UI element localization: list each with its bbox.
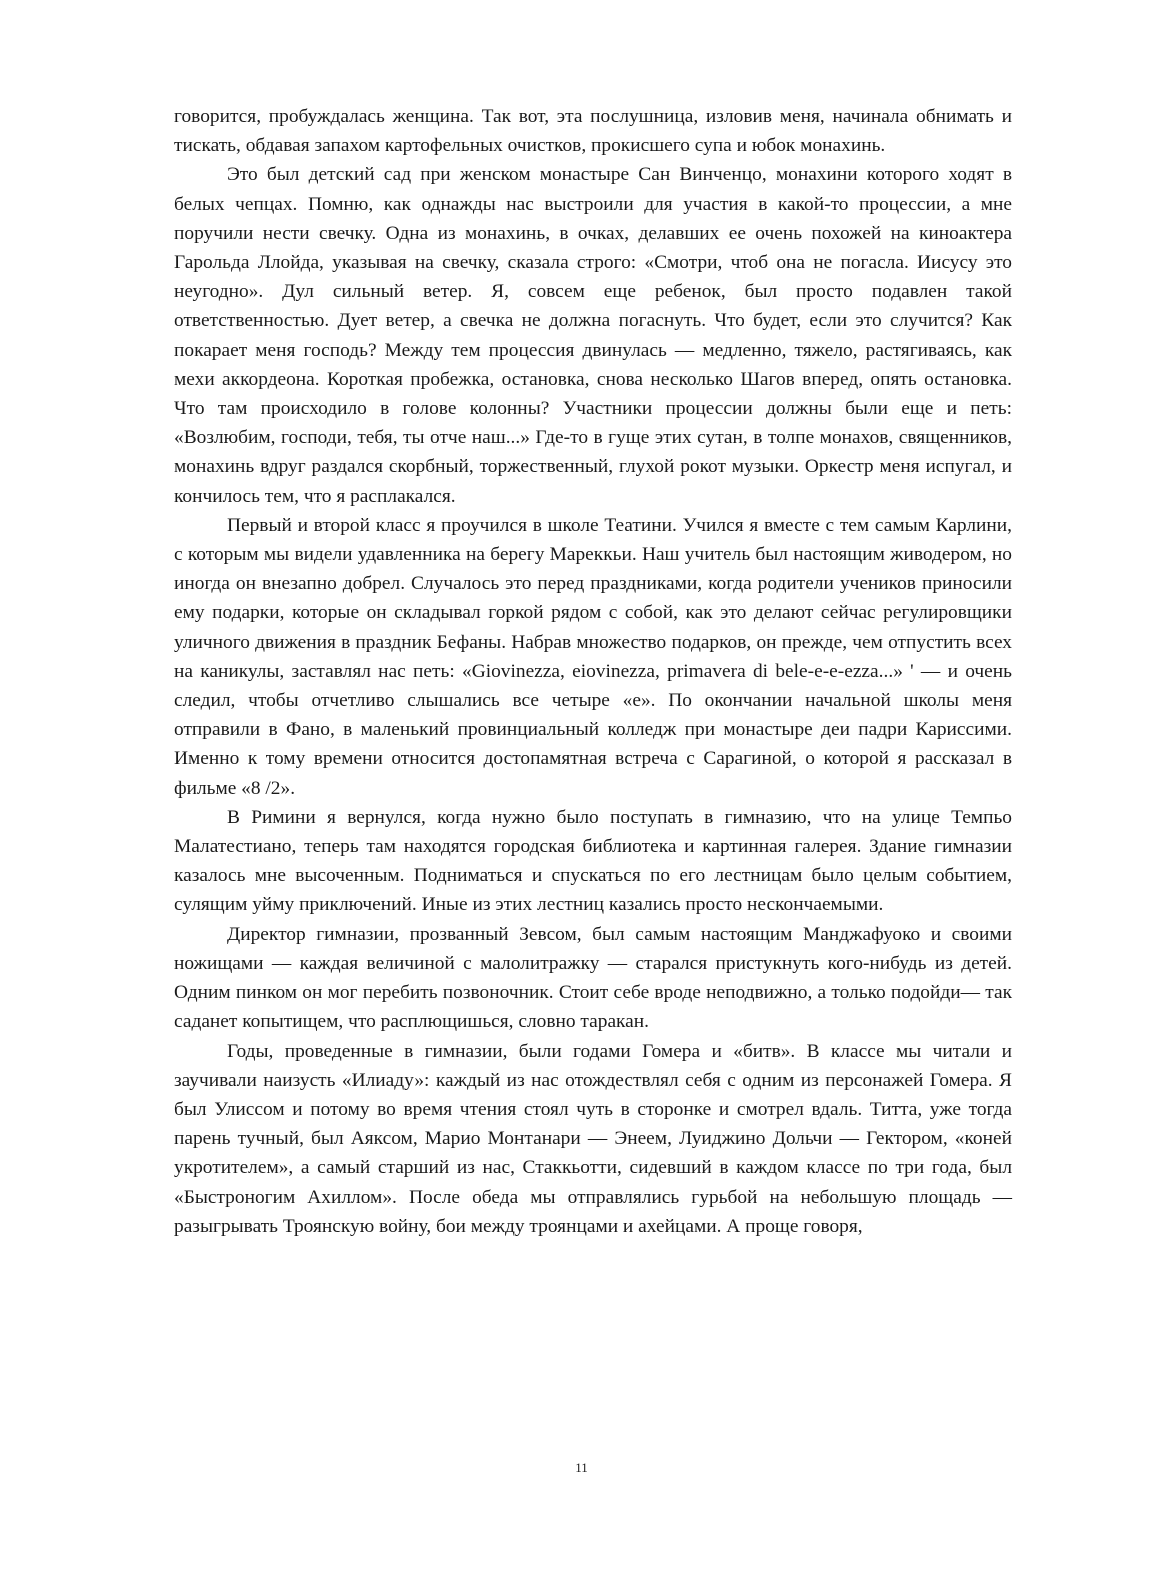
page-number: 11: [575, 1460, 588, 1475]
paragraph: Это был детский сад при женском монастыре Сан Винченцо, монахини которого ходят в белых чепцах. Помню, как однажды нас выстроили для участия в какой-то процессии, а мне поручили нести свечку. Одна из монахинь, в очках, делавших ее очень похожей на киноактера Гарольда Ллойда, указывая на свечку, сказала строго: «Смотри, чтоб она не погасла. Иисусу это неугодно». Дул сильный ветер. Я, совсем еще ребенок, был просто подавлен такой ответственностью. Дует ветер, а свечка не должна погаснуть. Что будет, если это случится? Как покарает меня господь? Между тем процессия двинулась — медленно, тяжело, растягиваясь, как мехи аккордеона. Короткая пробежка, остановка, снова несколько Шагов вперед, опять остановка. Что там происходило в голове колонны? Участники процессии должны были еще и петь: «Возлюбим, господи, тебя, ты отче наш...» Где-то в гуще этих сутан, в толпе монахов, священников, монахинь вдруг раздался скорбный, торжественный, глухой рокот музыки. Оркестр меня испугал, и кончилось тем, что я расплакался.: [174, 164, 1012, 507]
paragraph: говорится, пробуждалась женщина. Так вот, эта послушница, изловив меня, начинала обнимать и тискать, обдавая запахом картофельных очистков, прокисшего супа и юбок монахинь.: [174, 106, 1012, 157]
paragraph: Первый и второй класс я проучился в школе Театини. Учился я вместе с тем самым Карлини, с которым мы видели удавленника на берегу Мареккьи. Наш учитель был настоящим живодером, но иногда он внезапно добрел. Случалось это перед праздниками, когда родители учеников приносили ему подарки, которые он складывал горкой рядом с собой, как это делают сейчас регулировщики уличного движения в праздник Бефаны. Набрав множество подарков, он прежде, чем отпустить всех на каникулы, заставлял нас петь: «Giovinezza, eiovinezza, primavera di bele-e-e-ezza...» ' — и очень следил, чтобы отчетливо слышались все четыре «е». По окончании начальной школы меня отправили в Фано, в маленький провинциальный колледж при монастыре деи падри Кариссими. Именно к тому времени относится достопамятная встреча с Сарагиной, о которой я рассказал в фильме «8 /2».: [174, 514, 1012, 799]
paragraph: Директор гимназии, прозванный Зевсом, был самым настоящим Манджафуоко и своими ножищами — каждая величиной с малолитражку — старался пристукнуть кого-нибудь из детей. Одним пинком он мог перебить позвоночник. Стоит себе вроде неподвижно, а только подойди— так саданет копытищем, что расплющишься, словно таракан.: [174, 923, 1012, 1033]
page-body: [174, 102, 1012, 1241]
paragraph: Годы, проведенные в гимназии, были годами Гомера и «битв». В классе мы читали и заучивали наизусть «Илиаду»: каждый из нас отождествлял себя с одним из персонажей Гомера. Я был Улиссом и потому во время чтения стоял чуть в сторонке и смотрел вдаль. Титта, уже тогда парень тучный, был Аяксом, Марио Монтанари — Энеем, Луиджино Дольчи — Гектором, «коней укротителем», а самый старший из нас, Стаккьотти, сидевший в каждом классе по три года, был «Быстроногим Ахиллом». После обеда мы отправлялись гурьбой на небольшую площадь — разыгрывать Троянскую войну, бои между троянцами и ахейцами. А проще говоря,: [174, 1040, 1012, 1237]
paragraph: В Римини я вернулся, когда нужно было поступать в гимназию, что на улице Темпьо Малатестиано, теперь там находятся городская библиотека и картинная галерея. Здание гимназии казалось мне высоченным. Подниматься и спускаться по его лестницам было целым событием, сулящим уйму приключений. Иные из этих лестниц казались просто нескончаемыми.: [174, 806, 1012, 916]
